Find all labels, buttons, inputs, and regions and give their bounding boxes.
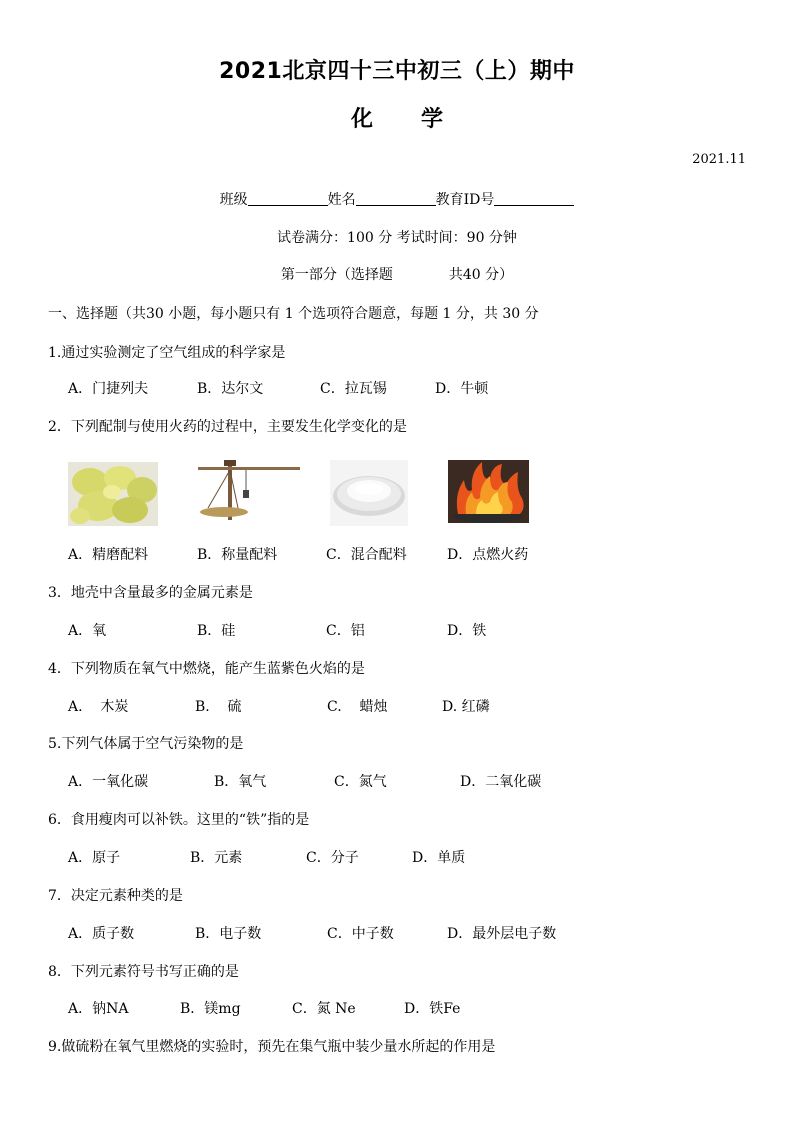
- subject-title: 化 学: [350, 107, 444, 132]
- option-c[interactable]: C．中子数: [327, 926, 394, 942]
- fire-flames-image: [448, 460, 529, 523]
- option-b[interactable]: B. 硫: [195, 699, 242, 715]
- sulfur-lumps-image: [68, 462, 158, 526]
- class-blank[interactable]: [248, 191, 328, 206]
- option-b[interactable]: B．元素: [190, 850, 243, 866]
- page-title: 2021北京四十三中初三（上）期中: [219, 59, 575, 84]
- powder-dish-image: [330, 460, 408, 526]
- option-a[interactable]: A．一氧化碳: [68, 774, 149, 790]
- question-stem: 2．下列配制与使用火药的过程中，主要发生化学变化的是: [48, 419, 407, 435]
- id-blank[interactable]: [494, 191, 574, 206]
- name-label: 姓名: [327, 192, 356, 208]
- class-label: 班级: [219, 192, 248, 208]
- option-c[interactable]: C．混合配料: [326, 547, 407, 563]
- question-stem: 9.做硫粉在氧气里燃烧的实验时，预先在集气瓶中装少量水所起的作用是: [48, 1039, 496, 1055]
- exam-date: 2021.11: [692, 152, 746, 167]
- option-d[interactable]: D. 红磷: [442, 699, 490, 715]
- option-c[interactable]: C．氮 Ne: [292, 1001, 356, 1017]
- part-heading: 第一部分（选择题 共40 分）: [280, 267, 514, 283]
- option-b[interactable]: B．镁mg: [180, 1001, 241, 1017]
- option-b[interactable]: B．电子数: [195, 926, 262, 942]
- option-a[interactable]: A. 木炭: [68, 699, 129, 715]
- option-c[interactable]: C．拉瓦锡: [320, 381, 387, 397]
- question-stem: 3．地壳中含量最多的金属元素是: [48, 585, 253, 601]
- question-stem: 6．食用瘦肉可以补铁。这里的“铁”指的是: [48, 812, 310, 828]
- question-stem: 8．下列元素符号书写正确的是: [48, 964, 239, 980]
- option-d[interactable]: D．铁Fe: [404, 1001, 461, 1017]
- option-d[interactable]: D．牛顿: [435, 381, 489, 397]
- question-stem: 1.通过实验测定了空气组成的科学家是: [48, 345, 286, 361]
- option-a[interactable]: A．钠NA: [68, 1001, 129, 1017]
- option-b[interactable]: B．称量配料: [197, 547, 278, 563]
- question-stem: 5.下列气体属于空气污染物的是: [48, 736, 244, 752]
- option-c[interactable]: C．分子: [306, 850, 359, 866]
- option-d[interactable]: D．铁: [447, 623, 487, 639]
- question-stem: 7．决定元素种类的是: [48, 888, 183, 904]
- option-a[interactable]: A．原子: [68, 850, 121, 866]
- section-heading: 一、选择题（共30 小题，每小题只有 1 个选项符合题意，每题 1 分，共 30 分: [48, 306, 539, 322]
- option-b[interactable]: B．氧气: [214, 774, 267, 790]
- option-a[interactable]: A．氧: [68, 623, 107, 639]
- id-label: 教育ID号: [435, 192, 495, 208]
- option-c[interactable]: C．氮气: [334, 774, 387, 790]
- option-d[interactable]: D．二氧化碳: [460, 774, 542, 790]
- option-c[interactable]: C．铝: [326, 623, 365, 639]
- option-a[interactable]: A．质子数: [68, 926, 135, 942]
- question-stem: 4．下列物质在氧气中燃烧，能产生蓝紫色火焰的是: [48, 661, 365, 677]
- balance-scale-image: [198, 458, 300, 524]
- option-a[interactable]: A．门捷列夫: [68, 381, 149, 397]
- option-d[interactable]: D．单质: [412, 850, 466, 866]
- option-b[interactable]: B．达尔文: [197, 381, 264, 397]
- name-blank[interactable]: [356, 191, 436, 206]
- option-a[interactable]: A．精磨配料: [68, 547, 149, 563]
- student-info-line: [0, 189, 794, 209]
- option-d[interactable]: D．点燃火药: [447, 547, 529, 563]
- exam-score-info: 试卷满分：100 分 考试时间：90 分钟: [277, 230, 517, 246]
- option-b[interactable]: B．硅: [197, 623, 236, 639]
- option-d[interactable]: D．最外层电子数: [447, 926, 557, 942]
- option-c[interactable]: C. 蜡烛: [327, 699, 388, 715]
